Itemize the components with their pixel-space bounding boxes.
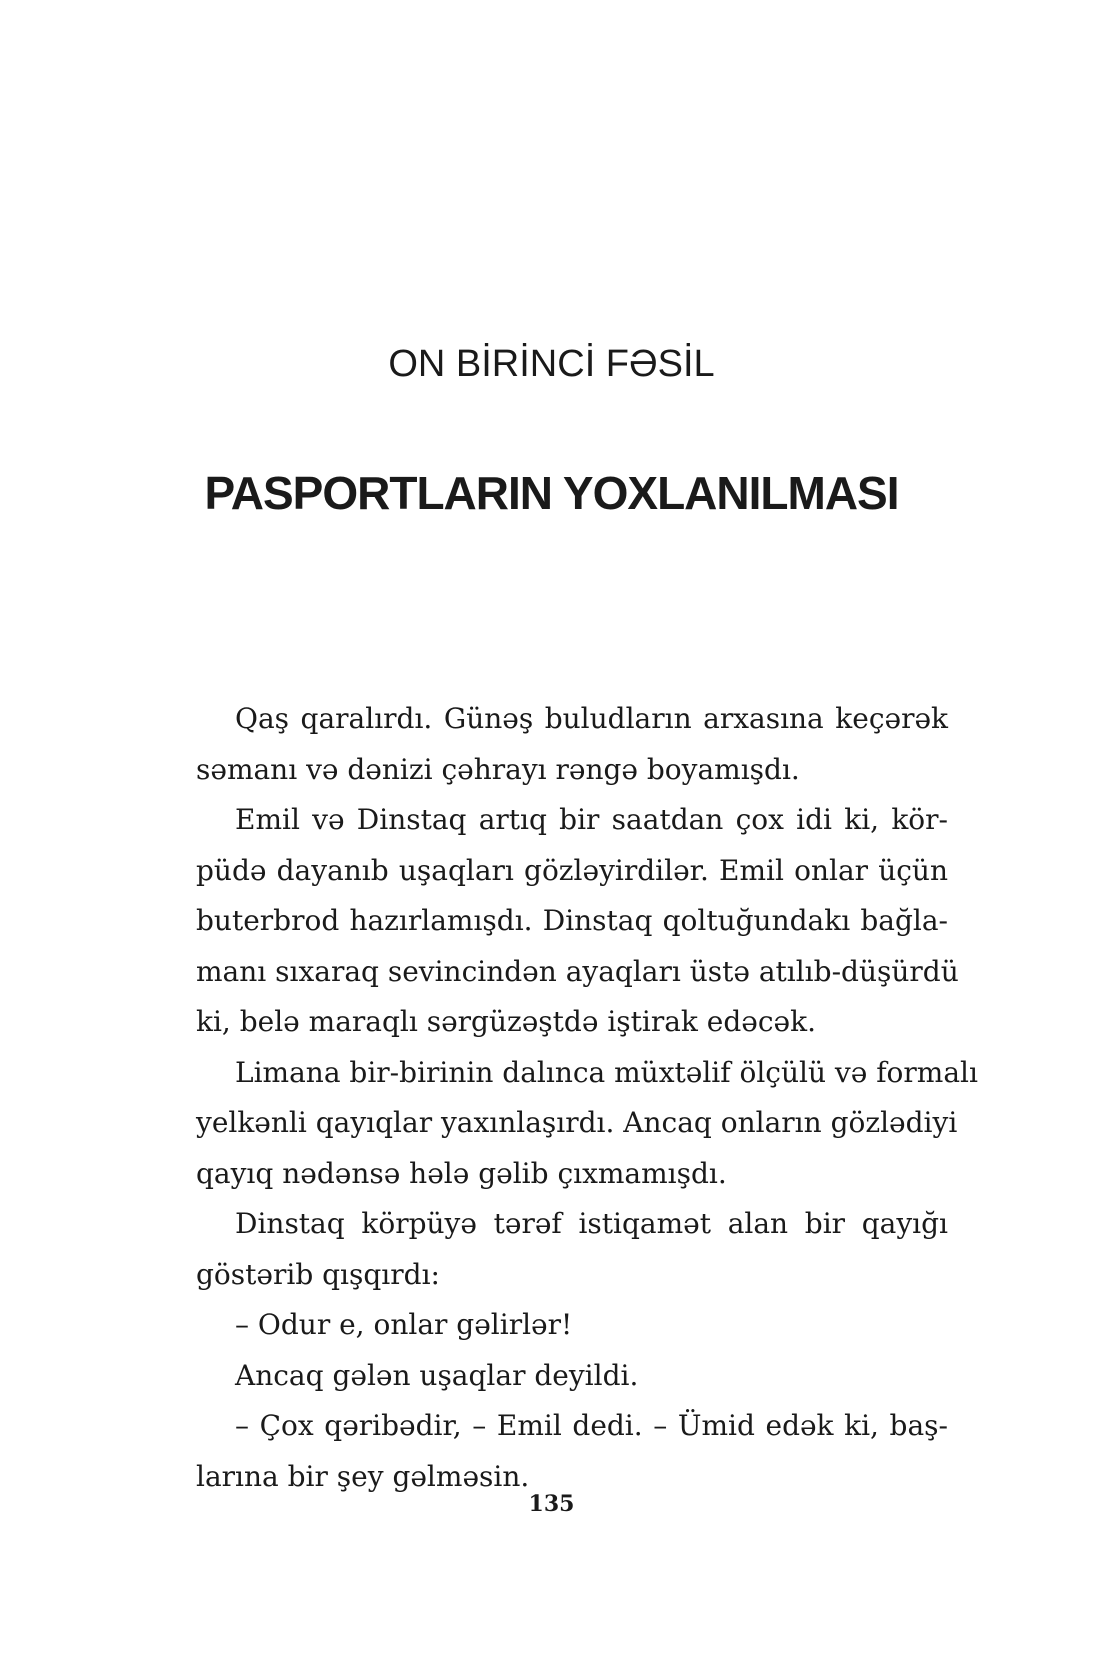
text-line: səmanı və dənizi çəhrayı rəngə boyamışdı. xyxy=(196,752,800,786)
text-line: ki, belə maraqlı sərgüzəştdə iştirak edəcək. xyxy=(196,1005,816,1038)
text-line: – Çox qəribədir, – Emil dedi. – Ümid edək ki, baş- xyxy=(235,1409,948,1442)
page-number: 135 xyxy=(528,1491,575,1517)
text-line: Ancaq gələn uşaqlar deyildi. xyxy=(235,1358,639,1392)
body-text xyxy=(196,694,978,1502)
chapter-label: ON BİRİNCİ FƏSİL xyxy=(388,343,715,385)
text-line: – Odur e, onlar gəlirlər! xyxy=(235,1308,573,1341)
text-line: Emil və Dinstaq artıq bir saatdan çox idi ki, kör- xyxy=(235,803,948,836)
chapter-title: PASPORTLARIN YOXLANILMASI xyxy=(204,467,899,519)
text-line: qayıq nədənsə hələ gəlib çıxmamışdı. xyxy=(196,1156,727,1190)
text-line: Qaş qaralırdı. Günəş buludların arxasına keçərək xyxy=(235,702,948,735)
text-line: larına bir şey gəlməsin. xyxy=(196,1459,530,1493)
text-line: buterbrod hazırlamışdı. Dinstaq qoltuğundakı bağla- xyxy=(196,904,948,937)
text-line: manı sıxaraq sevincindən ayaqları üstə atılıb-düşürdü xyxy=(196,954,959,988)
text-line: Limana bir-birinin dalınca müxtəlif ölçülü və formalı xyxy=(235,1055,978,1089)
text-line: püdə dayanıb uşaqları gözləyirdilər. Emil onlar üçün xyxy=(196,853,948,887)
text-line: Dinstaq körpüyə tərəf istiqamət alan bir qayığı xyxy=(235,1207,948,1240)
text-line: göstərib qışqırdı: xyxy=(196,1257,440,1291)
text-line: yelkənli qayıqlar yaxınlaşırdı. Ancaq onların gözlədiyi xyxy=(196,1106,958,1139)
